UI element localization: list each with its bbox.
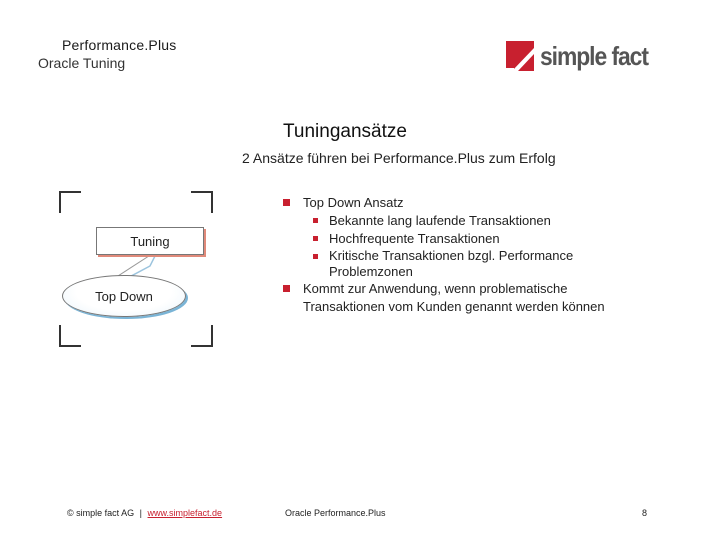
bullet-text: Kommt zur Anwendung, wenn problematische Transaktionen vom Kunden genannt werden können — [303, 281, 605, 314]
footer-copyright: © simple fact AG — [67, 508, 135, 518]
sub-bullet-item — [281, 230, 701, 248]
sub-bullet-text: Kritische Transaktionen bzgl. Performance Problemzonen — [329, 248, 574, 279]
sub-bullet-item — [281, 248, 609, 280]
header-title: Performance.Plus — [62, 37, 177, 53]
footer-center: Oracle Performance.Plus — [285, 508, 386, 518]
header-subtitle: Oracle Tuning — [38, 55, 126, 71]
sub-bullet-square-icon — [313, 254, 318, 259]
bullet-square-icon — [283, 199, 290, 206]
top-down-ellipse — [62, 275, 186, 317]
slide-subtitle: 2 Ansätze führen bei Performance.Plus zum Erfolg — [242, 150, 556, 166]
sub-bullet-item — [281, 212, 701, 230]
bullet-square-icon — [283, 285, 290, 292]
sub-bullet-text: Bekannte lang laufende Transaktionen — [329, 213, 551, 228]
page-number: 8 — [642, 508, 648, 518]
bullet-list — [281, 194, 701, 316]
footer-website-link[interactable]: www.simplefact.de — [147, 508, 223, 518]
top-down-label: Top Down — [95, 288, 153, 304]
tuning-box-label: Tuning — [130, 233, 170, 249]
footer-left — [67, 508, 222, 518]
bullet-text: Top Down Ansatz — [303, 195, 404, 210]
footer-separator: | — [139, 508, 143, 518]
slide-title: Tuningansätze — [283, 121, 407, 142]
tuning-box — [96, 227, 204, 255]
bullet-item — [281, 280, 633, 316]
logo-wordmark: simple fact — [540, 41, 648, 71]
sub-bullet-square-icon — [313, 218, 318, 223]
sub-bullet-text: Hochfrequente Transaktionen — [329, 231, 500, 246]
bullet-item — [281, 194, 701, 212]
sub-bullet-square-icon — [313, 236, 318, 241]
